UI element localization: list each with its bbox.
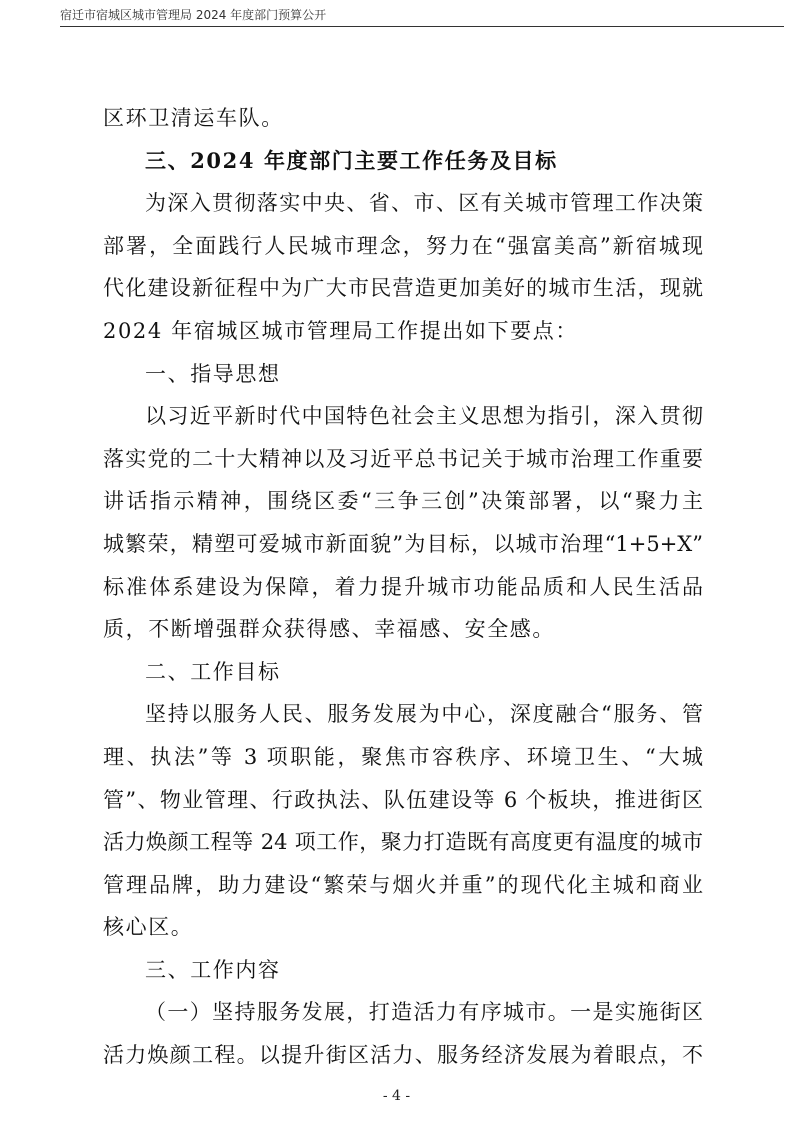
text-line: 二、工作目标 xyxy=(145,659,281,684)
running-header: 宿迁市宿城区城市管理局 2024 年度部门预算公开 xyxy=(60,8,327,22)
text-line: （一）坚持服务发展，打造活力有序城市。一是实施街区 xyxy=(145,1000,703,1025)
text-line: 管理品牌，助力建设“繁荣与烟火并重”的现代化主城和商业 xyxy=(103,872,703,897)
text-line: 核心区。 xyxy=(103,915,194,940)
text-line: 讲话指示精神，围绕区委“三争三创”决策部署，以“聚力主 xyxy=(103,489,703,514)
page-number: - 4 - xyxy=(382,1088,411,1104)
text-line: 活力焕颜工程等 24 项工作，聚力打造既有高度更有温度的城市 xyxy=(103,830,703,855)
text-line: 以习近平新时代中国特色社会主义思想为指引，深入贯彻 xyxy=(145,404,703,429)
text-line: 活力焕颜工程。以提升街区活力、服务经济发展为着眼点，不 xyxy=(103,1043,703,1068)
text-line: 为深入贯彻落实中央、省、市、区有关城市管理工作决策 xyxy=(145,191,703,216)
document-body xyxy=(103,97,703,1077)
text-line: 部署，全面践行人民城市理念，努力在“强富美高”新宿城现 xyxy=(103,233,703,258)
text-line: 代化建设新征程中为广大市民营造更加美好的城市生活，现就 xyxy=(103,276,703,301)
text-line: 城繁荣，精塑可爱城市新面貌”为目标，以城市治理“1+5+X” xyxy=(103,531,703,556)
text-line: 坚持以服务人民、服务发展为中心，深度融合“服务、管 xyxy=(145,702,703,727)
text-line: 三、工作内容 xyxy=(145,957,281,982)
text-line: 管”、物业管理、行政执法、队伍建设等 6 个板块，推进街区 xyxy=(103,787,703,812)
text-line: 落实党的二十大精神以及习近平总书记关于城市治理工作重要 xyxy=(103,446,703,471)
section-heading: 三、2024 年度部门主要工作任务及目标 xyxy=(145,147,558,173)
text-line: 一、指导思想 xyxy=(145,361,281,386)
text-line: 质，不断增强群众获得感、幸福感、安全感。 xyxy=(103,617,555,642)
text-line: 理、执法”等 3 项职能，聚焦市容秩序、环境卫生、“大城 xyxy=(103,744,703,769)
text-line: 标准体系建设为保障，着力提升城市功能品质和人民生活品 xyxy=(103,574,703,599)
header-divider xyxy=(60,26,784,27)
text-line: 2024 年宿城区城市管理局工作提出如下要点： xyxy=(103,318,578,343)
text-line: 区环卫清运车队。 xyxy=(103,106,284,130)
